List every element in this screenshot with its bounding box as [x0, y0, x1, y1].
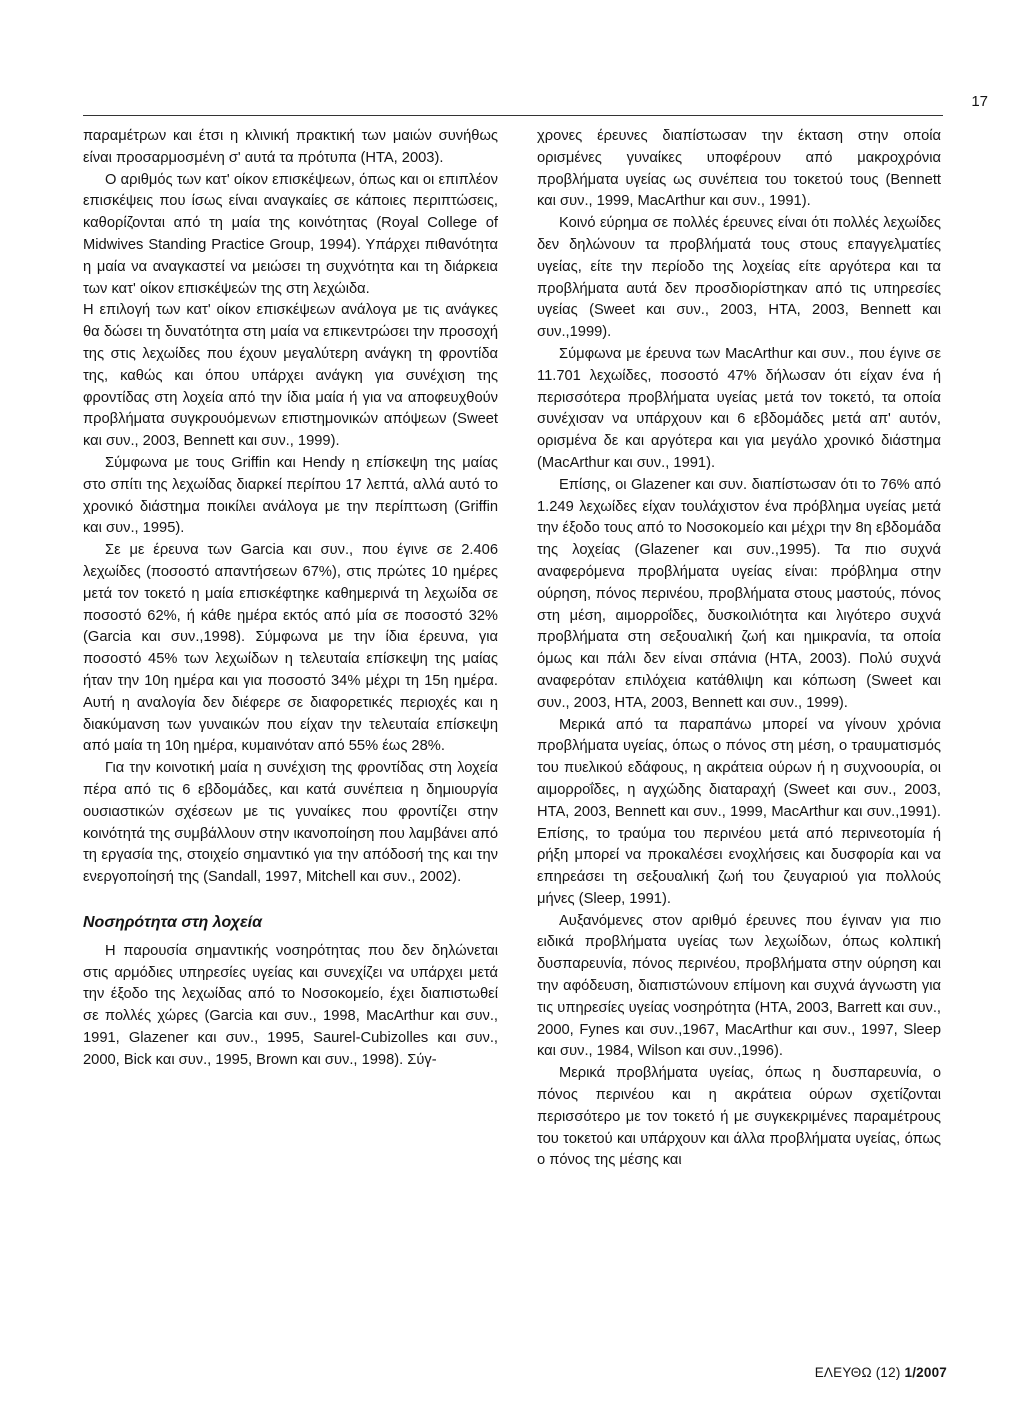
right-paragraph-4: Επίσης, οι Glazener και συν. διαπίστωσαν ότι το 76% από 1.249 λεχωίδες είχαν τουλάχιστον ένα πρόβλημα υγείας μετά την έξοδο τους από το Νοσοκομείο και μέχρι την 8η εβδομάδα της λοχείας (Glazener και συν.,1995). Τα πιο συχνά αναφερόμενα προβλήματα υγείας είναι: πρόβλημα στην ούρηση, πόνος περινέου, προβλήματα στους μαστούς, πόνος στη μέση, αιμορροΐδες, δυσκοιλιότητα και λιγότερο συχνά προβλήματα στη σεξουαλική ζωή και ημικρανία, τα οποία όμως και πάλι δεν είναι σπάνια (ΗΤΑ, 2003). Πολύ συχνά αναφερόταν επιλόχεια κατάθλιψη και κόπωση (Sweet και συν., 2003, HTA, 2003, Bennett και συν., 1999). — [537, 476, 941, 711]
right-paragraph-5: Μερικά από τα παραπάνω μπορεί να γίνουν χρόνια προβλήματα υγείας, όπως ο πόνος στη μέση, ο τραυματισμός του πυελικού εδάφους, η ακράτεια ούρων ή η συχνοουρία, οι αιμορροΐδες, η αγχώδης διαταραχή (Sweet και συν., 2003, HTA, 2003, Bennett και συν., 1999, MacArthur και συν.,1991). Επίσης, το τραύμα του περινέου μετά από περινεοτομία ή ρήξη μπορεί να προκαλέσει ενοχλήσεις και δυσφορία και να επηρεάσει τη σεξουαλική ζωή του ζευγαριού για πολλούς μήνες (Sleep, 1991). — [537, 716, 941, 907]
right-paragraph-1: χρονες έρευνες διαπίστωσαν την έκταση στην οποία ορισμένες γυναίκες υποφέρουν από μακροχρόνια προβλήματα υγείας ως συνέπεια του τοκετού τους (Bennett και συν., 1999, MacArthur και συν., 1991). — [537, 128, 941, 210]
right-paragraph-6: Αυξανόμενες στον αριθμό έρευνες που έγιναν για πιο ειδικά προβλήματα υγείας των λεχωίδων, όπως κολπική δυσπαρευνία, πόνος περινέου, προβλήματα στην ούρηση και την αφόδευση, διαπιστώνουν επίμονη και συχνά άγνωστη για τις υπηρεσίες υγείας νοσηρότητα (ΗΤΑ, 2003, Barrett και συν., 2000, Fynes και συν.,1967, MacArthur και συν., 1997, Sleep και συν., 1984, Wilson και συν.,1996). — [537, 912, 941, 1060]
left-paragraph-1: παραμέτρων και έτσι η κλινική πρακτική των μαιών συνήθως είναι προσαρμοσμένη σ' αυτά τα πρότυπα (ΗΤΑ, 2003). — [83, 128, 498, 166]
right-paragraph-2: Κοινό εύρημα σε πολλές έρευνες είναι ότι πολλές λεχωίδες δεν δηλώνουν τα προβλήματά τους στους επαγγελματίες υγείας, είτε την περίοδο της λοχείας είτε αργότερα και τα προβλήματα αυτά δεν προσδιορίστηκαν από τις υπηρεσίες υγείας (Sweet και συν., 2003, HTA, 2003, Bennett και συν.,1999). — [537, 215, 941, 341]
left-column — [83, 126, 498, 1072]
left-paragraph-5: Σε με έρευνα των Garcia και συν., που έγινε σε 2.406 λεχωίδες (ποσοστό απαντήσεων 67%), στις πρώτες 10 ημέρες μετά τον τοκετό η μαία επισκέφτηκε καθημερινά τη λεχωίδα σε ποσοστό 62%, ή κάθε ημέρα εκτός από μία σε ποσοστό 32% (Garcia και συν.,1998). Σύμφωνα με την ίδια έρευνα, για ποσοστό 45% των λεχωίδων η τελευταία επίσκεψη της μαίας ήταν την 10η ημέρα και για ποσοστό 34% μέχρι τη 15η ημέρα. Αυτή η αναλογία δεν διέφερε σε διαφορετικές περιοχές και η διακύμανση των γυναικών που είχαν την τελευταία επίσκεψη από μαία τη 10η ημέρα, κυμαινόταν από 55% έως 28%. — [83, 542, 498, 755]
right-column — [537, 126, 941, 1172]
section-heading: Νοσηρότητα στη λοχεία — [83, 913, 263, 931]
section-paragraph-1: Η παρουσία σημαντικής νοσηρότητας που δεν δηλώνεται στις αρμόδιες υπηρεσίες υγείας και συνεχίζει να υπάρχει μετά την έξοδο της λεχωίδας από το Νοσοκομείο, έχει διαπιστωθεί σε πολλές χώρες (Garcia και συν., 1998, MacArthur και συν., 1991, Glazener και συν., 1995, Saurel-Cubizolles και συν., 2000, Bick και συν., 1995, Brown και συν., 1998). Σύγ- — [83, 942, 498, 1068]
left-paragraph-2: Ο αριθμός των κατ' οίκον επισκέψεων, όπως και οι επιπλέον επισκέψεις που ίσως είναι αναγκαίες σε κάποιες περιπτώσεις, καθορίζονται από τη μαία της κοινότητας (Royal College of Midwives Standing Practice Group, 1994). Υπάρχει πιθανότητα η μαία να αναγκαστεί να μειώσει τη συχνότητα και τη διάρκεια των κατ' οίκον επισκέψεών της στη λεχώιδα. — [83, 171, 498, 297]
page-footer — [772, 1364, 947, 1382]
left-paragraph-3: Η επιλογή των κατ' οίκον επισκέψεων ανάλογα με τις ανάγκες θα δώσει τη δυνατότητα στη μαία να επικεντρώσει την προσοχή της στις λεχωίδες που έχουν μεγαλύτερη ανάγκη τη φροντίδα της, καθώς και όπου υπάρχει ανάγκη για συνέχιση της φροντίδας στη λοχεία από την ίδια μαία ή για να αποφευχθούν προβλήματα συγκρουόμενων επιστημονικών απόψεων (Sweet και συν., 2003, Bennett και συν., 1999). — [83, 302, 498, 450]
left-paragraph-6: Για την κοινοτική μαία η συνέχιση της φροντίδας στη λοχεία πέρα από τις 6 εβδομάδες, και κατά συνέπεια η δημιουργία ουσιαστικών σχέσεων με τις γυναίκες που φροντίζει στην κοινότητά της συμβάλλουν στην ικανοποίηση που λαμβάνει από τη εργασία της, στοιχείο σημαντικό για την απόδοσή της και την ενεργοποίησή της (Sandall, 1997, Mitchell και συν., 2002). — [83, 760, 498, 886]
footer-journal: ΕΛΕΥΘΩ (12) — [814, 1365, 905, 1380]
right-paragraph-7: Μερικά προβλήματα υγείας, όπως η δυσπαρευνία, ο πόνος περινέου και η ακράτεια ούρων σχετίζονται περισσότερο με τον τοκετό ή με συγκεκριμένες παραμέτρους του τοκετού και υπάρχουν και άλλα προβλήματα υγείας, όπως ο πόνος της μέσης και — [537, 1065, 941, 1169]
left-paragraph-4: Σύμφωνα με τους Griffin και Hendy η επίσκεψη της μαίας στο σπίτι της λεχωίδας διαρκεί περίπου 17 λεπτά, αλλά αυτό το χρονικό διάστημα ποικίλει ανάλογα με την περίπτωση (Griffin και συν., 1995). — [83, 454, 498, 537]
footer-issue: 1/2007 — [904, 1365, 947, 1380]
right-paragraph-3: Σύμφωνα με έρευνα των MacArthur και συν., που έγινε σε 11.701 λεχωίδες, ποσοστό 47% δήλωσαν ότι είχαν ένα ή περισσότερα προβλήματα υγείας μετά τον τοκετό, τα οποία συνέχισαν να υπάρχουν και 6 εβδομάδες μετά απ' αυτόν, ορισμένα δε και αργότερα και για μεγάλο χρονικό διάστημα (MacArthur και συν., 1991). — [537, 345, 941, 471]
header-rule — [83, 115, 943, 116]
page-number: 17 — [971, 93, 988, 110]
